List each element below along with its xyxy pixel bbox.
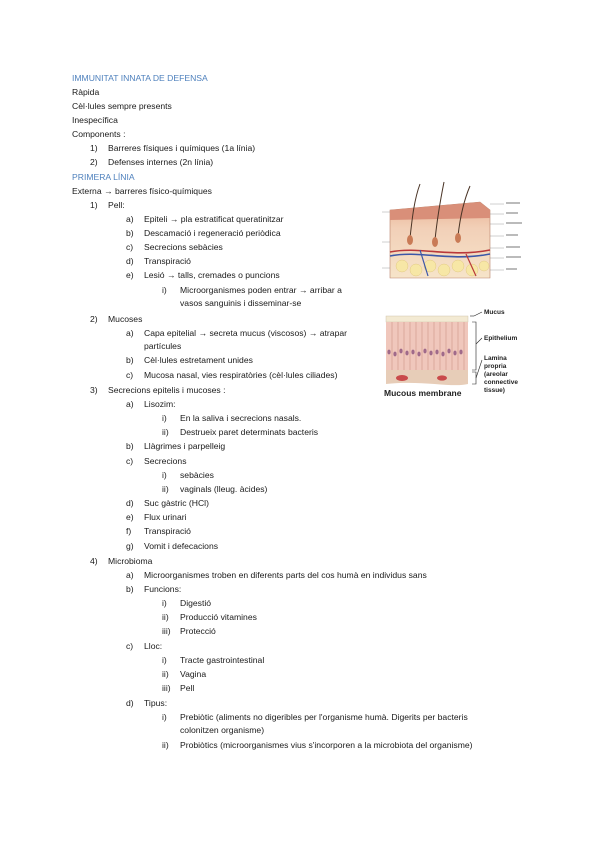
list-subitem: Tracte gastrointestinal (180, 655, 265, 665)
label-epithelium: Epithelium (484, 335, 518, 342)
label-propria: propria (484, 363, 507, 370)
list-letter: g) (126, 541, 134, 551)
list-subitem: Pell (180, 683, 195, 693)
list-letter: a) (126, 214, 134, 224)
list-item: Secrecions (144, 456, 187, 466)
list-item: Transpiració (144, 526, 191, 536)
list-item: Secrecions sebàcies (144, 242, 223, 252)
property-fast: Ràpida (72, 87, 100, 97)
list-number: 2) (90, 314, 98, 324)
list-subitem: En la saliva i secrecions nasals. (180, 413, 302, 423)
list-item: Vomit i defecacions (144, 541, 219, 551)
list-roman: ii) (162, 740, 169, 750)
list-letter: e) (126, 270, 134, 280)
mucoses-label: Mucoses (108, 314, 143, 324)
list-roman: ii) (162, 427, 169, 437)
components-label: Components : (72, 129, 126, 139)
list-subitem: vaginals (lleug. àcides) (180, 484, 268, 494)
list-item: Epiteli → pla estratificat queratinitzar (144, 214, 284, 224)
list-item: Capa epitelial → secreta mucus (viscosos) → atrapar (144, 328, 347, 338)
list-subitem: Probiòtics (microorganismes vius s'incorporen a la microbiota del organisme) (180, 740, 473, 750)
list-roman: i) (162, 470, 167, 480)
list-letter: a) (126, 328, 134, 338)
figure-caption: Mucous membrane (384, 388, 462, 398)
label-areolar: (areolar (484, 371, 508, 378)
list-item: Funcions: (144, 584, 182, 594)
list-item: Descamació i regeneració periòdica (144, 228, 281, 238)
list-letter: c) (126, 242, 134, 252)
list-number: 1) (90, 143, 98, 153)
list-letter: f) (126, 526, 132, 536)
list-item: Flux urinari (144, 512, 187, 522)
list-item: Lisozim: (144, 399, 176, 409)
list-roman: i) (162, 285, 167, 295)
list-number: 3) (90, 385, 98, 395)
list-subitem: Protecció (180, 626, 216, 636)
list-number: 2) (90, 157, 98, 167)
list-roman: i) (162, 712, 167, 722)
list-roman: ii) (162, 612, 169, 622)
list-item: Suc gàstric (HCl) (144, 498, 209, 508)
list-letter: a) (126, 570, 134, 580)
microbioma-label: Microbioma (108, 556, 153, 566)
list-subitem: Prebiòtic (aliments no digeribles per l'organisme humà. Digerits per bacteris (180, 712, 468, 722)
list-letter: b) (126, 441, 134, 451)
list-roman: i) (162, 655, 167, 665)
list-item: Tipus: (144, 698, 168, 708)
label-mucus: Mucus (484, 309, 505, 316)
list-item: Transpiració (144, 256, 191, 266)
list-roman: ii) (162, 669, 169, 679)
pell-label: Pell: (108, 200, 125, 210)
list-item: Llàgrimes i parpelleig (144, 441, 226, 451)
doc-title: IMMUNITAT INNATA DE DEFENSA (72, 73, 208, 83)
list-letter: b) (126, 584, 134, 594)
skin-cross-section-image (380, 180, 530, 282)
secrecions-label: Secrecions epitelis i mucoses : (108, 385, 226, 395)
list-letter: d) (126, 498, 134, 508)
list-letter: b) (126, 228, 134, 238)
mucous-membrane-image (382, 304, 542, 400)
list-item: Microorganismes troben en diferents parts del cos humà en individus sans (144, 570, 427, 580)
label-connective: connective (484, 379, 518, 386)
list-item-cont: partícules (144, 341, 182, 351)
label-tissue: tissue) (484, 387, 505, 394)
list-subitem: Producció vitamines (180, 612, 257, 622)
list-roman: i) (162, 413, 167, 423)
list-item: Lesió → talls, cremades o puncions (144, 270, 280, 280)
list-roman: ii) (162, 484, 169, 494)
list-letter: a) (126, 399, 134, 409)
list-letter: d) (126, 698, 134, 708)
list-item: Mucosa nasal, vies respiratòries (cèl·lules ciliades) (144, 370, 338, 380)
list-number: 1) (90, 200, 98, 210)
list-subitem-cont: vasos sanguinis i disseminar-se (180, 298, 302, 308)
property-nonspecific: Inespecífica (72, 115, 118, 125)
list-subitem: Microorganismes poden entrar → arribar a (180, 285, 342, 295)
list-subitem: Vagina (180, 669, 207, 679)
list-subitem-cont: colonitzen organisme) (180, 725, 265, 735)
section-title: PRIMERA LÍNIA (72, 172, 135, 182)
list-letter: c) (126, 456, 134, 466)
list-letter: c) (126, 641, 134, 651)
list-subitem: Destrueix paret determinats bacteris (180, 427, 319, 437)
list-subitem: sebàcies (180, 470, 214, 480)
section-subtitle: Externa → barreres físico-químiques (72, 186, 212, 196)
component-item: Defenses internes (2n línia) (108, 157, 214, 167)
label-lamina: Lamina (484, 355, 507, 362)
component-item: Barreres físiques i químiques (1a línia) (108, 143, 256, 153)
list-letter: e) (126, 512, 134, 522)
list-item: Lloc: (144, 641, 163, 651)
list-letter: b) (126, 355, 134, 365)
list-number: 4) (90, 556, 98, 566)
list-item: Cèl·lules estretament unides (144, 355, 253, 365)
list-roman: i) (162, 598, 167, 608)
list-roman: iii) (162, 683, 171, 693)
list-roman: iii) (162, 626, 171, 636)
list-subitem: Digestió (180, 598, 212, 608)
property-cells: Cèl·lules sempre presents (72, 101, 172, 111)
list-letter: c) (126, 370, 134, 380)
list-letter: d) (126, 256, 134, 266)
